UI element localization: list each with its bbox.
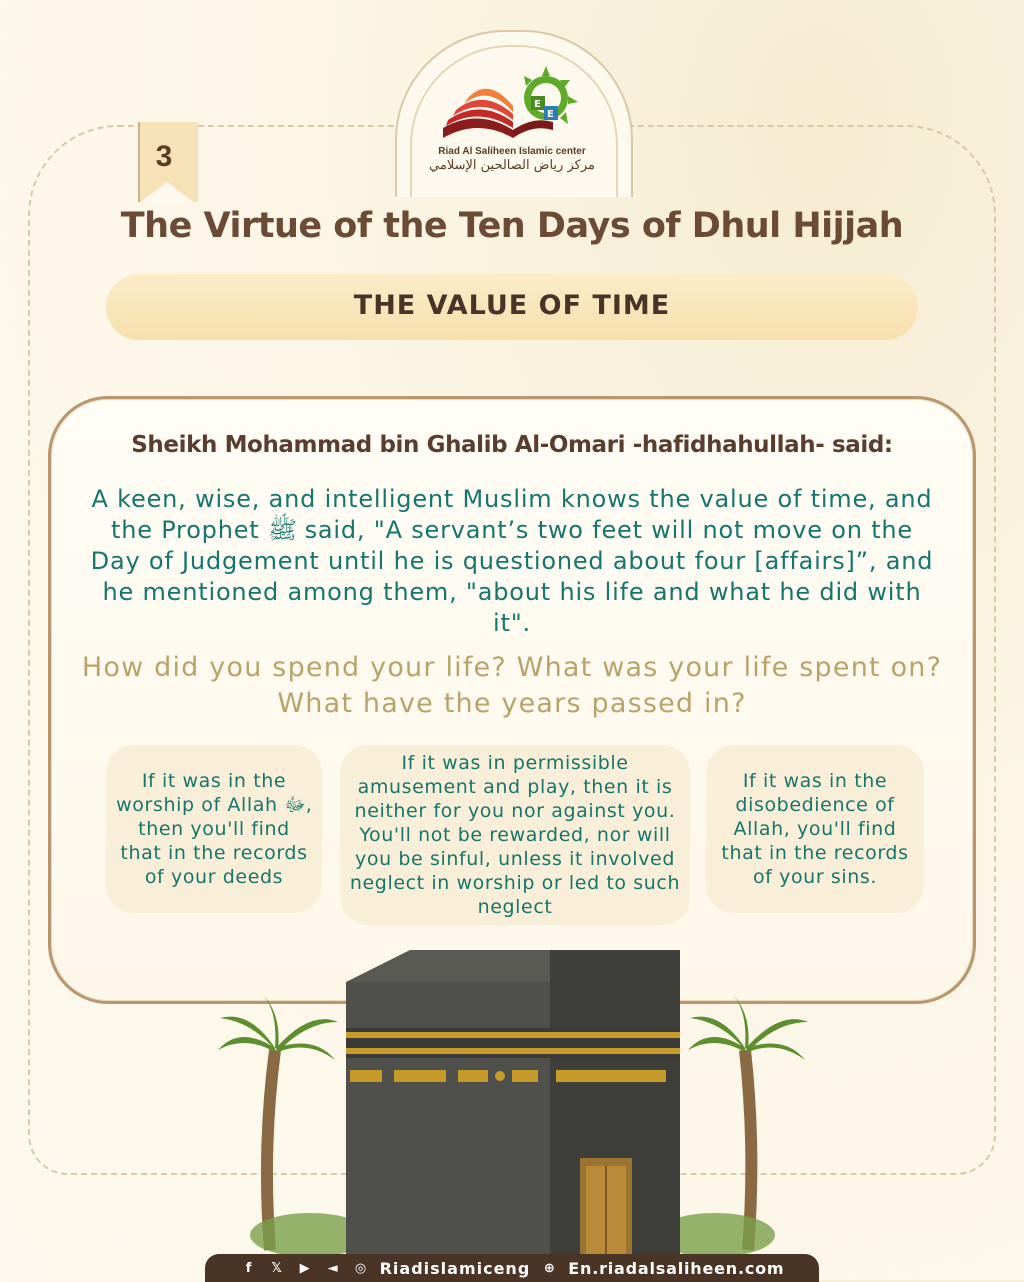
palm-tree-right-icon	[688, 992, 808, 1250]
globe-icon: ⊕	[543, 1260, 555, 1276]
palm-tree-left-icon	[218, 992, 338, 1250]
ribbon-notch	[138, 182, 196, 204]
reflection-question: How did you spend your life? What was your life spent on? What have the years passed in?	[81, 652, 943, 719]
speaker-line: Sheikh Mohammad bin Ghalib Al-Omari -hafidhahullah- said:	[131, 432, 893, 458]
subtitle: THE VALUE OF TIME	[353, 290, 671, 321]
logo-name-en: Riad Al Saliheen Islamic center	[438, 146, 586, 157]
badge-number: 3	[155, 140, 173, 173]
telegram-icon[interactable]: ◄	[327, 1260, 338, 1276]
youtube-icon[interactable]: ▶	[299, 1260, 310, 1276]
x-icon[interactable]: 𝕏	[271, 1260, 282, 1276]
facebook-icon[interactable]: f	[245, 1260, 252, 1276]
svg-text:E: E	[534, 99, 541, 110]
website-link[interactable]: En.riadalsaliheen.com	[568, 1258, 785, 1278]
svg-text:E: E	[547, 109, 554, 120]
disobedience-box: If it was in the disobedience of Allah, you'll find that in the records of your sins.	[706, 745, 924, 913]
instagram-icon[interactable]: ◎	[354, 1260, 367, 1276]
social-handle[interactable]: Riadislamiceng	[379, 1258, 531, 1278]
worship-box: If it was in the worship of Allah ﷻ, then you'll find that in the records of your deeds	[106, 745, 322, 913]
hadith-quote: A keen, wise, and intelligent Muslim knows the value of time, and the Prophet ﷺ said, "A servant’s two feet will not move on the Day of Judgement until he is questioned about four [affairs]”, and he mentioned among them, "about his life and what he did with it".	[90, 485, 934, 637]
page-title: The Virtue of the Ten Days of Dhul Hijjah	[120, 206, 904, 246]
logo-name-ar: مركز رياض الصالحين الإسلامي	[429, 158, 595, 173]
logo-book-icon	[438, 58, 588, 153]
footer-bar	[205, 1254, 819, 1282]
amusement-box: If it was in permissible amusement and play, then it is neither for you nor against you. You'll not be rewarded, nor will you be sinful, unless it involved neglect in worship or led to such neglect	[340, 745, 690, 925]
kaaba-illustration	[200, 930, 824, 1260]
